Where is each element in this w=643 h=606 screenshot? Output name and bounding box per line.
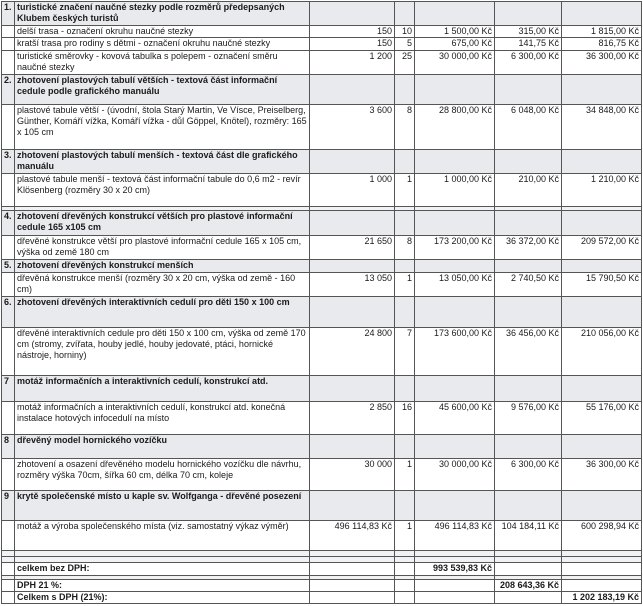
budget-rows (2, 2, 642, 604)
price-without-vat: 675,00 Kč (415, 38, 495, 50)
item-count (395, 434, 415, 458)
item-count: 8 (395, 235, 415, 259)
price-with-vat (562, 297, 642, 327)
item-count (395, 376, 415, 401)
row-number (2, 50, 15, 74)
unit-price: 21 650 (310, 235, 395, 259)
section-row (2, 211, 642, 235)
vat-amount (495, 74, 562, 104)
item-count: 1 (395, 459, 415, 490)
vat-amount: 6 300,00 Kč (495, 50, 562, 74)
item-description: dřevěná konstrukce menší (rozměry 30 x 20 cm, výška od země - 160 cm) (15, 273, 310, 297)
row-number: 5. (2, 259, 15, 272)
price-without-vat: 30 000,00 Kč (415, 50, 495, 74)
unit-price: 150 (310, 38, 395, 50)
unit-price: 496 114,83 Kč (310, 520, 395, 550)
item-description: zhotovení dřevěných konstrukcí větších pro plastové informační cedule 165 x105 cm (15, 211, 310, 235)
price-without-vat (415, 297, 495, 327)
item-count (395, 563, 415, 575)
item-description: celkem bez DPH: (15, 563, 310, 575)
item-description: zhotovení a osazení dřevěného modelu hornického vozíčku dle návrhu, rozměry výška 70cm, šířka 60 cm, délka 70 cm, koleje (15, 459, 310, 490)
unit-price (310, 591, 395, 603)
item-description: zhotovení plastových tabulí menších - textová část dle grafického manuálu (15, 149, 310, 173)
price-without-vat: 13 050,00 Kč (415, 273, 495, 297)
item-row (2, 235, 642, 259)
vat-amount (495, 211, 562, 235)
price-without-vat (415, 579, 495, 591)
price-with-vat (562, 563, 642, 575)
item-description: motáž informačních a interaktivních cedulí, konstrukcí atd. konečná instalace hotových infocedulí na místo (15, 401, 310, 434)
vat-amount (495, 259, 562, 272)
price-with-vat: 36 300,00 Kč (562, 50, 642, 74)
price-without-vat: 496 114,83 Kč (415, 520, 495, 550)
price-with-vat: 36 300,00 Kč (562, 459, 642, 490)
item-description: motáž a výroba společenského místa (viz. samostatný výkaz výměr) (15, 520, 310, 550)
price-without-vat: 173 600,00 Kč (415, 327, 495, 376)
price-with-vat: 816,75 Kč (562, 38, 642, 50)
unit-price (310, 149, 395, 173)
item-description: plastové tabule menší - textová část informační tabule do 0,6 m2 - revír Klösenberg (rozměry 30 x 20 cm) (15, 173, 310, 206)
vat-amount: 6 048,00 Kč (495, 105, 562, 150)
price-with-vat (562, 579, 642, 591)
price-without-vat: 30 000,00 Kč (415, 459, 495, 490)
price-with-vat (562, 434, 642, 458)
price-with-vat (562, 149, 642, 173)
budget-table (1, 1, 642, 604)
section-row (2, 490, 642, 520)
row-number (2, 563, 15, 575)
item-description: turistické značení naučné stezky podle rozměrů předepsaných Klubem českých turistů (15, 2, 310, 26)
total-row (2, 563, 642, 575)
vat-amount: 141,75 Kč (495, 38, 562, 50)
item-description: zhotovení dřevěných konstrukcí menších (15, 259, 310, 272)
item-description: turistické směrovky - kovová tabulka s polepem - označení směru naučné stezky (15, 50, 310, 74)
vat-amount: 36 372,00 Kč (495, 235, 562, 259)
price-with-vat (562, 2, 642, 26)
unit-price: 13 050 (310, 273, 395, 297)
item-count (395, 211, 415, 235)
price-without-vat (415, 149, 495, 173)
item-count (395, 591, 415, 603)
price-without-vat (415, 376, 495, 401)
vat-amount: 9 576,00 Kč (495, 401, 562, 434)
item-description: zhotovení plastových tabulí větších - textová část informační cedule podle grafického manuálu (15, 74, 310, 104)
vat-amount (495, 149, 562, 173)
unit-price (310, 211, 395, 235)
item-count (395, 297, 415, 327)
section-row (2, 149, 642, 173)
section-row (2, 297, 642, 327)
vat-amount: 6 300,00 Kč (495, 459, 562, 490)
section-row (2, 2, 642, 26)
item-count: 25 (395, 50, 415, 74)
total-row (2, 591, 642, 603)
price-with-vat: 55 176,00 Kč (562, 401, 642, 434)
row-number: 8 (2, 434, 15, 458)
price-without-vat (415, 259, 495, 272)
item-row (2, 50, 642, 74)
vat-amount: 104 184,11 Kč (495, 520, 562, 550)
item-row (2, 38, 642, 50)
price-without-vat: 1 000,00 Kč (415, 173, 495, 206)
item-description: DPH 21 %: (15, 579, 310, 591)
price-without-vat: 28 800,00 Kč (415, 105, 495, 150)
row-number (2, 459, 15, 490)
unit-price (310, 74, 395, 104)
unit-price: 1 200 (310, 50, 395, 74)
item-description: dřevěné interaktivních cedule pro děti 150 x 100 cm, výška od země 170 cm (stromy, zvířata, houby jedlé, houby jedovaté, ptáci, hornické nástroje, horniny) (15, 327, 310, 376)
price-without-vat: 173 200,00 Kč (415, 235, 495, 259)
row-number (2, 327, 15, 376)
vat-amount (495, 2, 562, 26)
price-without-vat: 993 539,83 Kč (415, 563, 495, 575)
row-number: 6. (2, 297, 15, 327)
vat-amount (495, 591, 562, 603)
item-count: 16 (395, 401, 415, 434)
item-description: zhotovení dřevěných interaktivních cedulí pro děti 150 x 100 cm (15, 297, 310, 327)
price-without-vat (415, 434, 495, 458)
unit-price: 3 600 (310, 105, 395, 150)
price-with-vat (562, 259, 642, 272)
item-row (2, 401, 642, 434)
row-number: 1. (2, 2, 15, 26)
vat-amount (495, 434, 562, 458)
unit-price (310, 563, 395, 575)
row-number (2, 520, 15, 550)
row-number (2, 591, 15, 603)
section-row (2, 376, 642, 401)
item-count (395, 74, 415, 104)
row-number (2, 26, 15, 38)
vat-amount: 315,00 Kč (495, 26, 562, 38)
item-count (395, 2, 415, 26)
vat-amount (495, 563, 562, 575)
unit-price: 30 000 (310, 459, 395, 490)
unit-price: 2 850 (310, 401, 395, 434)
item-row (2, 520, 642, 550)
row-number (2, 235, 15, 259)
item-count: 1 (395, 273, 415, 297)
price-with-vat (562, 490, 642, 520)
vat-amount: 210,00 Kč (495, 173, 562, 206)
unit-price (310, 297, 395, 327)
price-without-vat: 45 600,00 Kč (415, 401, 495, 434)
item-row (2, 173, 642, 206)
section-row (2, 74, 642, 104)
item-row (2, 327, 642, 376)
item-count (395, 579, 415, 591)
price-with-vat: 34 848,00 Kč (562, 105, 642, 150)
row-number: 9 (2, 490, 15, 520)
row-number (2, 401, 15, 434)
row-number: 4. (2, 211, 15, 235)
row-number (2, 579, 15, 591)
unit-price (310, 434, 395, 458)
price-with-vat: 1 815,00 Kč (562, 26, 642, 38)
vat-amount (495, 490, 562, 520)
item-description: kratší trasa pro rodiny s dětmi - označení okruhu naučné stezky (15, 38, 310, 50)
row-number: 7 (2, 376, 15, 401)
item-count (395, 259, 415, 272)
item-count: 5 (395, 38, 415, 50)
total-row (2, 579, 642, 591)
item-description: delší trasa - označení okruhu naučné stezky (15, 26, 310, 38)
price-with-vat: 1 210,00 Kč (562, 173, 642, 206)
item-description: krytě společenské místo u kaple sv. Wolfganga - dřevěné posezení (15, 490, 310, 520)
item-count: 8 (395, 105, 415, 150)
price-with-vat: 15 790,50 Kč (562, 273, 642, 297)
item-description: dřevěný model hornického vozíčku (15, 434, 310, 458)
unit-price: 24 800 (310, 327, 395, 376)
price-with-vat: 209 572,00 Kč (562, 235, 642, 259)
price-with-vat: 210 056,00 Kč (562, 327, 642, 376)
price-with-vat (562, 74, 642, 104)
unit-price (310, 579, 395, 591)
unit-price (310, 490, 395, 520)
item-description: motáž informačních a interaktivních cedulí, konstrukcí atd. (15, 376, 310, 401)
vat-amount: 208 643,36 Kč (495, 579, 562, 591)
unit-price: 1 000 (310, 173, 395, 206)
row-number (2, 173, 15, 206)
item-row (2, 26, 642, 38)
unit-price: 150 (310, 26, 395, 38)
item-count: 1 (395, 173, 415, 206)
price-without-vat (415, 74, 495, 104)
row-number: 3. (2, 149, 15, 173)
item-description: Celkem s DPH (21%): (15, 591, 310, 603)
price-without-vat: 1 500,00 Kč (415, 26, 495, 38)
unit-price (310, 259, 395, 272)
price-without-vat (415, 490, 495, 520)
section-row (2, 434, 642, 458)
price-without-vat (415, 591, 495, 603)
item-count (395, 490, 415, 520)
item-description: dřevěné konstrukce větší pro plastové informační cedule 165 x 105 cm, výška od země 180 cm (15, 235, 310, 259)
price-with-vat: 1 202 183,19 Kč (562, 591, 642, 603)
row-number (2, 273, 15, 297)
item-row (2, 105, 642, 150)
vat-amount: 36 456,00 Kč (495, 327, 562, 376)
unit-price (310, 376, 395, 401)
row-number: 2. (2, 74, 15, 104)
vat-amount: 2 740,50 Kč (495, 273, 562, 297)
item-description: plastové tabule větší - (úvodní, štola Starý Martin, Ve Vísce, Preiselberg, Günther, Komáří vížka, Komáří vížka - důl Göppel, Knötel), rozměry: 165 x 105 cm (15, 105, 310, 150)
price-with-vat: 600 298,94 Kč (562, 520, 642, 550)
section-row (2, 259, 642, 272)
unit-price (310, 2, 395, 26)
price-with-vat (562, 376, 642, 401)
row-number (2, 105, 15, 150)
item-row (2, 273, 642, 297)
item-count (395, 149, 415, 173)
vat-amount (495, 297, 562, 327)
price-without-vat (415, 2, 495, 26)
row-number (2, 38, 15, 50)
item-row (2, 459, 642, 490)
price-without-vat (415, 211, 495, 235)
item-count: 1 (395, 520, 415, 550)
price-with-vat (562, 211, 642, 235)
vat-amount (495, 376, 562, 401)
item-count: 10 (395, 26, 415, 38)
item-count: 7 (395, 327, 415, 376)
